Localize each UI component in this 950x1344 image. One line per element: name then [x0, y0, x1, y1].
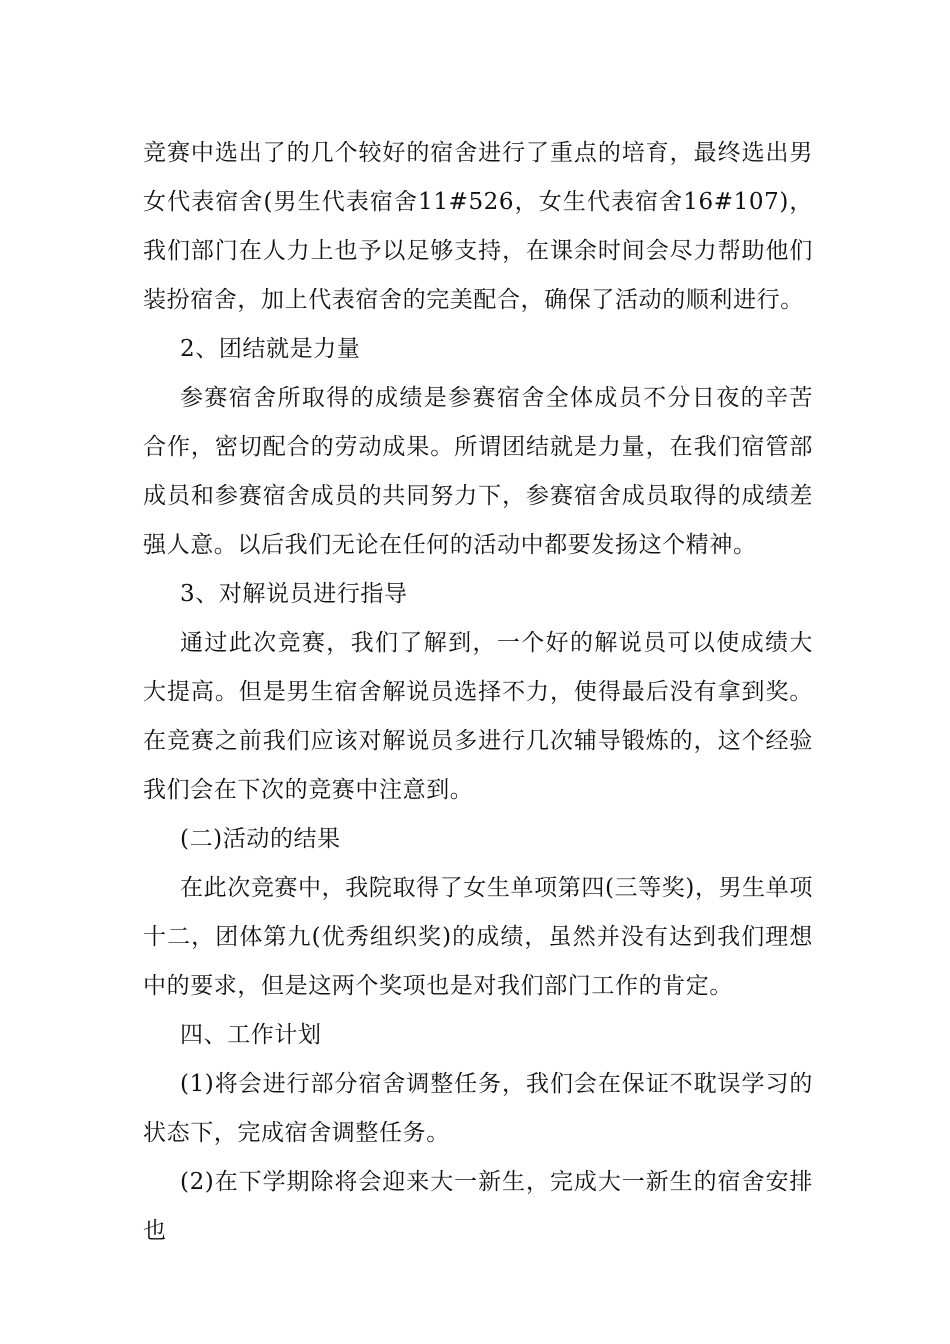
paragraph-narrators: 通过此次竞赛，我们了解到，一个好的解说员可以使成绩大大提高。但是男生宿舍解说员选择不力，使得最后没有拿到奖。在竞赛之前我们应该对解说员多进行几次辅导锻炼的，这个经验我们会在下次的竞赛中注意到。 — [143, 630, 813, 803]
heading-activity-results: (二)活动的结果 — [180, 826, 341, 852]
paragraph-dorm-selection: 竞赛中选出了的几个较好的宿舍进行了重点的培育，最终选出男女代表宿舍(男生代表宿舍11#526，女生代表宿舍16#107)，我们部门在人力上也予以足够支持，在课余时间会尽力帮助他们装扮宿舍，加上代表宿舍的完美配合，确保了活动的顺利进行。 — [143, 140, 813, 313]
paragraph-unity: 参赛宿舍所取得的成绩是参赛宿舍全体成员不分日夜的辛苦合作，密切配合的劳动成果。所谓团结就是力量，在我们宿管部成员和参赛宿舍成员的共同努力下，参赛宿舍成员取得的成绩差强人意。以后我们无论在任何的活动中都要发扬这个精神。 — [143, 385, 813, 558]
document-body — [143, 129, 813, 1256]
paragraph-plan-item-1: (1)将会进行部分宿舍调整任务，我们会在保证不耽误学习的状态下，完成宿舍调整任务。 — [143, 1071, 813, 1146]
paragraph-results: 在此次竞赛中，我院取得了女生单项第四(三等奖)，男生单项十二，团体第九(优秀组织奖)的成绩，虽然并没有达到我们理想中的要求，但是这两个奖项也是对我们部门工作的肯定。 — [143, 875, 813, 999]
paragraph-plan-item-2: (2)在下学期除将会迎来大一新生，完成大一新生的宿舍安排也 — [143, 1169, 813, 1244]
heading-guide-narrators: 3、对解说员进行指导 — [180, 581, 408, 607]
heading-work-plan: 四、工作计划 — [180, 1022, 322, 1048]
heading-unity-is-strength: 2、团结就是力量 — [180, 336, 361, 362]
